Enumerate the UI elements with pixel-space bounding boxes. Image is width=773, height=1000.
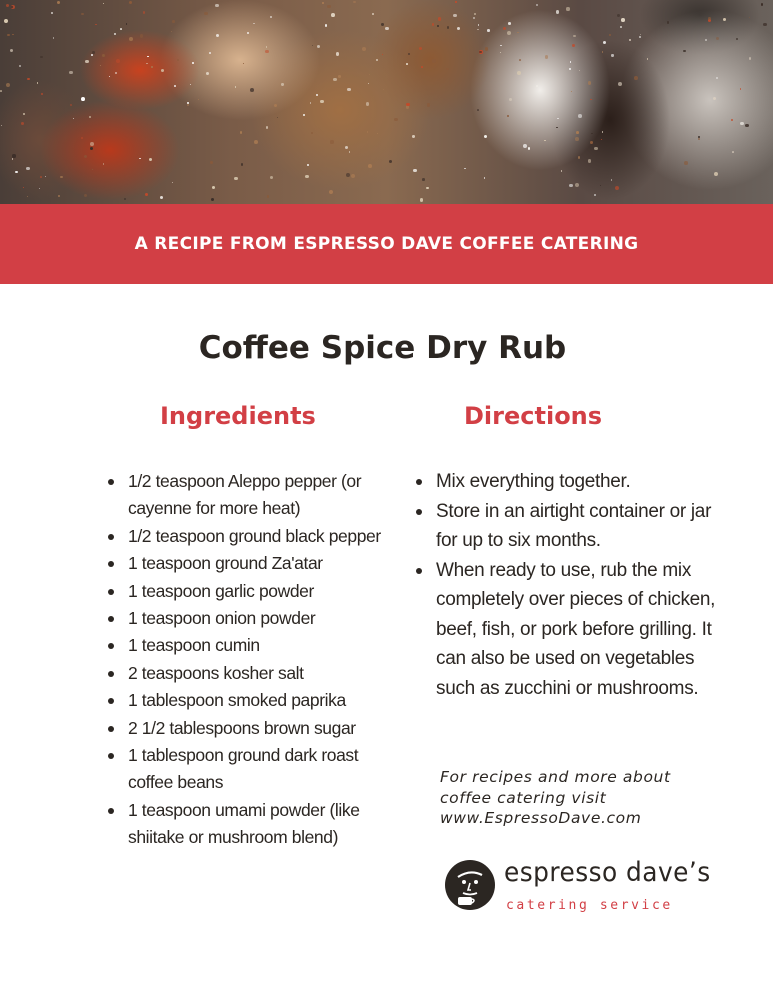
spice-speck (351, 174, 355, 178)
spice-speck (333, 78, 337, 82)
spice-speck (277, 117, 278, 118)
spice-speck (500, 45, 502, 47)
spice-speck (362, 47, 366, 51)
spice-speck (70, 104, 72, 106)
spice-speck (60, 176, 63, 179)
spice-speck (215, 4, 219, 8)
spice-speck (84, 194, 87, 197)
spice-speck (174, 85, 176, 87)
spice-speck (307, 164, 309, 166)
spice-speck (629, 39, 631, 41)
spice-speck (576, 131, 579, 134)
ingredients-list (108, 468, 398, 852)
spice-speck (603, 41, 606, 44)
spice-speck (590, 141, 593, 144)
spice-speck (536, 85, 538, 87)
spice-speck (349, 151, 350, 152)
spice-speck (329, 190, 333, 194)
spice-speck (81, 137, 83, 139)
footer-note-line: coffee catering visit (440, 788, 607, 807)
spice-speck (590, 99, 591, 100)
spice-speck (209, 52, 211, 54)
spice-speck (615, 186, 619, 190)
spice-speck (736, 38, 738, 40)
spice-speck (453, 14, 456, 17)
spice-speck (206, 72, 209, 75)
spice-speck (210, 161, 213, 164)
spice-speck (536, 4, 538, 6)
spice-speck (120, 28, 122, 30)
spice-speck (353, 1, 355, 3)
spice-speck (325, 24, 328, 27)
spice-speck (6, 83, 10, 87)
spice-speck (90, 142, 94, 146)
spice-speck (84, 155, 87, 158)
spice-speck (369, 74, 370, 75)
spice-speck (172, 182, 173, 183)
spice-speck (102, 54, 105, 57)
spice-speck (609, 34, 611, 36)
spice-speck (69, 71, 73, 75)
spice-speck (611, 179, 612, 180)
logo-tagline: catering service (506, 898, 673, 913)
spice-speck (602, 51, 604, 53)
spice-speck (647, 58, 649, 60)
spice-speck (517, 32, 519, 34)
spice-speck (573, 35, 576, 38)
spice-speck (12, 158, 13, 159)
spice-speck (414, 166, 415, 167)
spice-speck (474, 13, 476, 15)
spice-speck (143, 11, 146, 14)
spice-speck (479, 51, 481, 53)
ingredient-item: 1 teaspoon cumin (108, 632, 398, 659)
directions-heading: Directions (464, 402, 603, 430)
spice-speck (103, 163, 104, 164)
spice-speck (740, 122, 743, 125)
spice-speck (90, 147, 93, 150)
spice-speck (160, 196, 163, 199)
spice-speck (322, 2, 323, 3)
spice-speck (250, 88, 254, 92)
spice-speck (41, 93, 44, 96)
spice-speck (507, 31, 511, 35)
spice-speck (745, 124, 748, 127)
spice-speck (713, 97, 716, 100)
spice-speck (15, 171, 17, 173)
spice-speck (187, 102, 188, 103)
spice-speck (234, 177, 238, 181)
spice-speck (556, 127, 558, 129)
spice-speck (211, 198, 214, 201)
spice-speck (667, 21, 669, 23)
spice-speck (347, 88, 351, 92)
spice-speck (617, 14, 621, 18)
spice-speck (698, 138, 700, 140)
spice-speck (149, 158, 152, 161)
spice-speck (151, 66, 153, 68)
footer-note-line: For recipes and more about (440, 768, 671, 786)
spice-speck (716, 37, 719, 40)
spice-speck (377, 133, 378, 134)
spice-speck (575, 137, 579, 141)
spice-speck (366, 102, 369, 105)
spice-speck (177, 59, 179, 61)
spice-speck (40, 176, 42, 178)
spice-speck (109, 76, 110, 77)
spice-speck (464, 168, 465, 169)
spice-speck (601, 139, 603, 141)
spice-speck (367, 131, 368, 132)
spice-speck (172, 20, 175, 23)
spice-speck (408, 53, 410, 55)
spice-speck (270, 176, 273, 179)
spice-speck (406, 103, 410, 107)
spice-speck (190, 84, 192, 86)
spice-speck (376, 59, 378, 61)
spice-speck (140, 34, 144, 38)
spice-speck (438, 17, 442, 21)
spice-speck (437, 25, 440, 28)
spice-speck (27, 78, 30, 81)
spice-speck (103, 3, 104, 4)
spice-speck (432, 23, 434, 25)
spice-speck (336, 52, 339, 55)
ingredient-item: 1 teaspoon garlic powder (108, 578, 398, 605)
spice-speck (37, 82, 38, 83)
spice-speck (346, 173, 350, 177)
spice-speck (26, 167, 30, 171)
spice-speck (556, 10, 560, 14)
spice-speck (591, 133, 593, 135)
spice-speck (487, 29, 490, 32)
spice-speck (161, 69, 164, 72)
spice-speck (708, 17, 711, 20)
ingredient-item: 1 teaspoon umami powder (like shiitake or mushroom blend) (108, 797, 398, 852)
spice-speck (235, 86, 236, 87)
spice-speck (19, 65, 22, 68)
spice-speck (345, 146, 348, 149)
spice-speck (310, 102, 312, 104)
spice-speck (477, 109, 479, 111)
spice-speck (432, 59, 435, 62)
ingredient-item: 1/2 teaspoon ground black pepper (108, 523, 398, 550)
spice-speck (684, 161, 688, 165)
spice-speck (267, 195, 269, 197)
recipe-banner (0, 204, 773, 284)
spice-speck (124, 198, 126, 200)
spice-speck (503, 27, 506, 30)
direction-step: Store in an airtight container or jar for up to six months. (416, 497, 716, 556)
spice-speck (212, 186, 215, 189)
spice-speck (420, 198, 424, 202)
spice-speck (147, 56, 149, 58)
spice-speck (253, 23, 254, 24)
spice-speck (146, 63, 147, 64)
spice-speck (12, 34, 13, 35)
footer-note (440, 767, 740, 829)
spice-speck (570, 61, 572, 63)
spice-speck (145, 193, 148, 196)
spice-speck (394, 118, 398, 122)
spice-speck (116, 59, 120, 63)
spice-speck (0, 90, 2, 92)
spice-speck (254, 140, 258, 144)
spice-speck (381, 23, 384, 26)
spice-speck (455, 1, 457, 3)
spice-speck (406, 63, 408, 65)
spice-speck (523, 144, 527, 148)
ingredient-item: 1/2 teaspoon Aleppo pepper (or cayenne for more heat) (108, 468, 398, 523)
spice-speck (473, 17, 475, 19)
spice-speck (575, 183, 579, 187)
spice-speck (368, 83, 369, 84)
spice-speck (749, 57, 752, 60)
spice-speck (594, 147, 597, 150)
spice-speck (412, 135, 414, 137)
spice-speck (281, 83, 283, 85)
spice-speck (85, 60, 88, 63)
spice-speck (368, 164, 372, 168)
spice-speck (389, 160, 393, 164)
spice-speck (519, 59, 521, 61)
website-link[interactable]: www.EspressoDave.com (440, 809, 642, 827)
spice-speck (426, 187, 429, 190)
spice-speck (731, 119, 733, 121)
spice-speck (247, 32, 249, 34)
spice-speck (53, 37, 54, 38)
spice-speck (427, 103, 431, 107)
spice-speck (569, 68, 571, 70)
spice-speck (705, 39, 707, 41)
spice-speck (509, 98, 512, 101)
spice-speck (305, 175, 308, 178)
spice-speck (569, 184, 572, 187)
spice-speck (594, 194, 597, 197)
spice-speck (23, 113, 25, 115)
logo-name: espresso dave’s (504, 857, 711, 888)
spice-speck (40, 56, 42, 58)
spice-speck (723, 18, 726, 21)
spice-speck (457, 27, 460, 30)
spice-speck (10, 49, 13, 52)
spice-speck (484, 135, 487, 138)
spice-speck (446, 68, 448, 70)
spice-speck (1, 125, 2, 126)
spice-speck (266, 46, 268, 48)
spice-speck (266, 126, 269, 129)
spice-speck (316, 94, 318, 96)
spice-speck (21, 122, 24, 125)
spice-speck (45, 176, 46, 177)
ingredient-item: 1 tablespoon ground dark roast coffee beans (108, 742, 398, 797)
spice-speck (274, 104, 277, 107)
spice-speck (500, 52, 502, 54)
spice-speck (115, 72, 117, 74)
spice-speck (7, 34, 9, 36)
recipe-title: Coffee Spice Dry Rub (198, 330, 567, 366)
spice-speck (204, 12, 208, 16)
spice-speck (421, 66, 423, 68)
spice-speck (338, 75, 341, 78)
spice-speck (129, 37, 133, 41)
ingredient-item: 2 teaspoons kosher salt (108, 660, 398, 687)
spice-speck (92, 169, 93, 170)
ingredient-item: 1 teaspoon ground Za'atar (108, 550, 398, 577)
spice-speck (57, 1, 60, 4)
spice-speck (634, 76, 638, 80)
spice-speck (588, 81, 592, 85)
spice-speck (23, 187, 24, 188)
spice-speck (620, 26, 622, 28)
spice-speck (517, 71, 521, 75)
spice-speck (4, 19, 8, 23)
spice-speck (171, 31, 172, 32)
spice-speck (265, 50, 269, 54)
spice-speck (763, 23, 766, 26)
hero-spice-photo (0, 0, 773, 204)
spice-speck (600, 185, 601, 186)
spice-speck (545, 55, 548, 58)
spice-speck (89, 116, 91, 118)
spice-speck (611, 54, 613, 56)
ingredient-item: 1 teaspoon onion powder (108, 605, 398, 632)
spice-speck (749, 17, 750, 18)
spice-speck (422, 178, 425, 181)
spice-speck (12, 154, 15, 157)
spice-speck (579, 70, 580, 71)
spice-speck (372, 13, 374, 15)
spice-speck (81, 13, 84, 16)
spice-speck (507, 115, 509, 117)
spice-speck (477, 29, 479, 31)
spice-speck (187, 104, 189, 106)
spice-speck (618, 82, 622, 86)
spice-speck (383, 89, 384, 90)
spice-speck (192, 62, 194, 64)
banner-text: A RECIPE FROM ESPRESSO DAVE COFFEE CATERING (134, 234, 639, 254)
spice-speck (311, 132, 313, 134)
spice-speck (602, 131, 604, 133)
spice-speck (139, 158, 140, 159)
spice-speck (566, 7, 569, 10)
spice-speck (716, 77, 718, 79)
ingredient-item: 2 1/2 tablespoons brown sugar (108, 715, 398, 742)
direction-step: Mix everything together. (416, 467, 716, 497)
ingredients-heading: Ingredients (160, 402, 316, 430)
spice-speck (478, 24, 480, 26)
spice-speck (572, 44, 575, 47)
spice-speck (317, 45, 320, 48)
spice-speck (320, 100, 324, 104)
spice-speck (740, 88, 742, 90)
spice-speck (95, 24, 97, 26)
spice-speck (683, 50, 686, 53)
barista-face-coffee-cup-icon (444, 859, 496, 911)
spice-speck (508, 22, 511, 25)
spice-speck (578, 114, 582, 118)
spice-speck (382, 54, 383, 55)
spice-speck (528, 147, 530, 149)
spice-speck (126, 23, 127, 24)
spice-speck (240, 131, 242, 133)
spice-speck (561, 170, 562, 171)
spice-speck (39, 188, 41, 190)
spice-speck (447, 26, 450, 29)
spice-speck (129, 1, 133, 5)
spice-speck (732, 151, 734, 153)
spice-speck (216, 34, 219, 37)
spice-speck (51, 12, 53, 14)
spice-speck (621, 18, 625, 22)
spice-speck (484, 177, 486, 179)
spice-speck (312, 45, 313, 46)
spice-speck (571, 91, 572, 92)
spice-speck (761, 3, 764, 6)
spice-speck (419, 47, 422, 50)
spice-speck (714, 172, 718, 176)
spice-speck (73, 118, 74, 119)
spice-speck (114, 33, 115, 34)
spice-speck (331, 13, 335, 17)
spice-speck (385, 27, 388, 30)
spice-speck (413, 169, 417, 173)
spice-speck (198, 99, 199, 100)
spice-speck (6, 4, 9, 7)
spice-speck (81, 97, 85, 101)
spice-speck (557, 118, 558, 119)
spice-speck (639, 36, 641, 38)
spice-speck (100, 65, 101, 66)
spice-speck (544, 140, 545, 141)
direction-step: When ready to use, rub the mix completely over pieces of chicken, beef, fish, or pork before grilling. It can also be used on vegetables such as zucchini or mushrooms. (416, 556, 716, 704)
ingredient-item: 1 tablespoon smoked paprika (108, 687, 398, 714)
spice-speck (588, 159, 591, 162)
spice-speck (327, 5, 331, 9)
spice-speck (578, 156, 580, 158)
spice-speck (485, 47, 488, 50)
spice-speck (243, 63, 244, 64)
spice-speck (91, 54, 93, 56)
spice-speck (303, 114, 305, 116)
spice-speck (27, 196, 28, 197)
spice-speck (330, 140, 333, 143)
spice-speck (58, 195, 60, 197)
spice-speck (241, 163, 243, 165)
spice-speck (270, 16, 272, 18)
directions-list (416, 467, 716, 703)
espresso-daves-logo (444, 857, 711, 917)
